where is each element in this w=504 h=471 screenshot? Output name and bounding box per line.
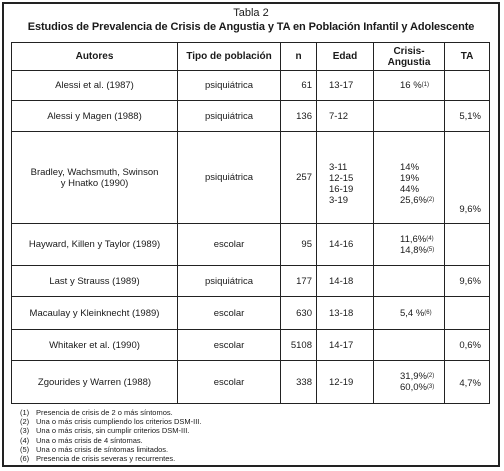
cell-tipo: psiquiátrica [178, 101, 281, 132]
cell-n: 257 [281, 132, 317, 224]
cell-edad [317, 101, 374, 132]
edad-line: 12-15 [329, 172, 354, 184]
crisis-value: 14,8% [400, 244, 427, 256]
cell-autor [12, 71, 178, 101]
footnote [20, 454, 201, 463]
cell-crisis [374, 101, 445, 132]
cell-tipo: escolar [178, 361, 281, 404]
autor-line: y Hnatko (1990) [60, 177, 129, 189]
edad-line: 3-19 [329, 194, 349, 206]
cell-n: 5108 [281, 330, 317, 361]
crisis-value: 44% [400, 183, 420, 195]
crisis-line [400, 184, 441, 195]
cell-n: 136 [281, 101, 317, 132]
crisis-value: 25,6% [400, 194, 427, 206]
cell-tipo: psiquiátrica [178, 71, 281, 101]
edad-line: 13-18 [329, 307, 354, 319]
footnote-number: (4) [20, 435, 30, 445]
crisis-line [400, 234, 441, 245]
table-row [12, 266, 490, 297]
cell-autor [12, 101, 178, 132]
table-row [12, 101, 490, 132]
cell-edad [317, 330, 374, 361]
footnote [20, 417, 201, 426]
footnote-ref: (3) [426, 384, 435, 390]
footnote-ref: (2) [426, 373, 435, 379]
header-autores: Autores [12, 43, 178, 71]
table-row [12, 224, 490, 266]
edad-line: 13-17 [329, 80, 354, 91]
cell-ta: 9,6% [445, 266, 490, 297]
cell-ta [445, 224, 490, 266]
cell-tipo: escolar [178, 224, 281, 266]
crisis-value: 16 % [400, 80, 422, 91]
header-edad: Edad [317, 43, 374, 71]
crisis-value: 11,6% [400, 233, 427, 245]
document-page [2, 2, 500, 467]
crisis-line [400, 371, 441, 382]
edad-line: 12-19 [329, 376, 354, 388]
header-ta: TA [445, 43, 490, 71]
edad-line: 14-17 [329, 339, 354, 351]
autor-line: Macaulay y Kleinknecht (1989) [29, 307, 160, 319]
table-row [12, 71, 490, 101]
footnote [20, 426, 201, 435]
cell-ta: 4,7% [445, 361, 490, 404]
cell-edad [317, 266, 374, 297]
autor-line: Last y Strauss (1989) [49, 275, 140, 287]
cell-crisis [374, 132, 445, 224]
footnote-ref: (1) [421, 82, 429, 88]
footnote-text: Presencia de crisis de 2 o más síntomos. [36, 408, 173, 417]
crisis-line [400, 162, 441, 173]
crisis-value: 5,4 % [400, 307, 425, 319]
cell-edad [317, 224, 374, 266]
cell-n: 177 [281, 266, 317, 297]
cell-tipo: escolar [178, 330, 281, 361]
crisis-value: 60,0% [400, 382, 427, 393]
header-n: n [281, 43, 317, 71]
cell-crisis [374, 361, 445, 404]
cell-autor [12, 266, 178, 297]
autor-line: Alessi et al. (1987) [55, 80, 134, 91]
footnote [20, 436, 201, 445]
table-row [12, 361, 490, 404]
autor-line: Alessi y Magen (1988) [47, 110, 142, 122]
table-header-row [12, 43, 490, 71]
crisis-line [400, 80, 441, 91]
cell-ta [445, 71, 490, 101]
crisis-value: 14% [400, 161, 420, 173]
table-row [12, 132, 490, 224]
autor-line: Zgourides y Warren (1988) [37, 376, 152, 388]
footnote-text: Presencia de crisis severas y recurrentes. [36, 454, 176, 464]
footnote-ref: (4) [426, 235, 434, 242]
table-row [12, 330, 490, 361]
footnote-ref: (6) [424, 309, 432, 316]
cell-edad [317, 361, 374, 404]
footnote-text: Una o más crisis de 4 síntomas. [36, 435, 143, 445]
footnote-number: (2) [20, 417, 30, 427]
cell-crisis [374, 266, 445, 297]
edad-line: 7-12 [329, 110, 349, 122]
autor-line: Whitaker et al. (1990) [49, 339, 140, 351]
edad-line: 16-19 [329, 183, 354, 195]
cell-crisis [374, 71, 445, 101]
header-crisis: Crisis-Angustia [374, 43, 445, 71]
cell-crisis [374, 224, 445, 266]
footnote-text: Una o más crisis cumpliendo los criterios DSM-III. [36, 417, 202, 427]
cell-edad [317, 71, 374, 101]
cell-crisis [374, 330, 445, 361]
crisis-line [400, 308, 441, 319]
cell-ta: 5,1% [445, 101, 490, 132]
crisis-line [400, 195, 441, 206]
edad-line: 14-18 [329, 275, 354, 287]
footnote-ref: (5) [426, 246, 435, 253]
crisis-line [400, 245, 441, 256]
cell-autor [12, 297, 178, 330]
footnote-text: Una o más crisis de síntomas limitados. [36, 444, 169, 454]
cell-n: 630 [281, 297, 317, 330]
header-tipo: Tipo de población [178, 43, 281, 71]
table-row [12, 297, 490, 330]
footnote-text: Una o más crisis, sin cumplir criterios DSM-III. [36, 426, 190, 436]
cell-edad [317, 132, 374, 224]
cell-autor [12, 224, 178, 266]
cell-autor [12, 132, 178, 224]
table-caption: Tabla 2 [233, 7, 269, 19]
footnotes [20, 408, 201, 463]
edad-line: 3-11 [329, 161, 348, 173]
cell-n: 61 [281, 71, 317, 101]
crisis-value: 19% [400, 172, 420, 184]
crisis-line [400, 382, 441, 393]
autor-line: Hayward, Killen y Taylor (1989) [28, 239, 161, 250]
table-title: Estudios de Prevalencia de Crisis de Angustia y TA en Población Infantil y Adolescente [27, 21, 475, 33]
cell-autor [12, 330, 178, 361]
cell-tipo: escolar [178, 297, 281, 330]
footnote-number: (3) [20, 426, 30, 436]
cell-n: 95 [281, 224, 317, 266]
cell-n: 338 [281, 361, 317, 404]
crisis-line [400, 173, 441, 184]
cell-autor [12, 361, 178, 404]
footnote-number: (5) [20, 444, 30, 454]
autor-line: Bradley, Wachsmuth, Swinson [30, 166, 159, 178]
edad-line: 14-16 [329, 239, 354, 250]
cell-tipo: psiquiátrica [178, 132, 281, 224]
cell-ta [445, 297, 490, 330]
footnote-number: (1) [20, 408, 30, 417]
cell-edad [317, 297, 374, 330]
cell-tipo: psiquiátrica [178, 266, 281, 297]
footnote [20, 445, 201, 454]
crisis-value: 31,9% [400, 371, 427, 382]
cell-crisis [374, 297, 445, 330]
prevalence-table [11, 42, 490, 404]
footnote [20, 408, 201, 417]
cell-ta: 0,6% [445, 330, 490, 361]
footnote-ref: (2) [426, 196, 435, 203]
footnote-number: (6) [20, 454, 30, 464]
cell-ta: 9,6% [445, 132, 490, 224]
